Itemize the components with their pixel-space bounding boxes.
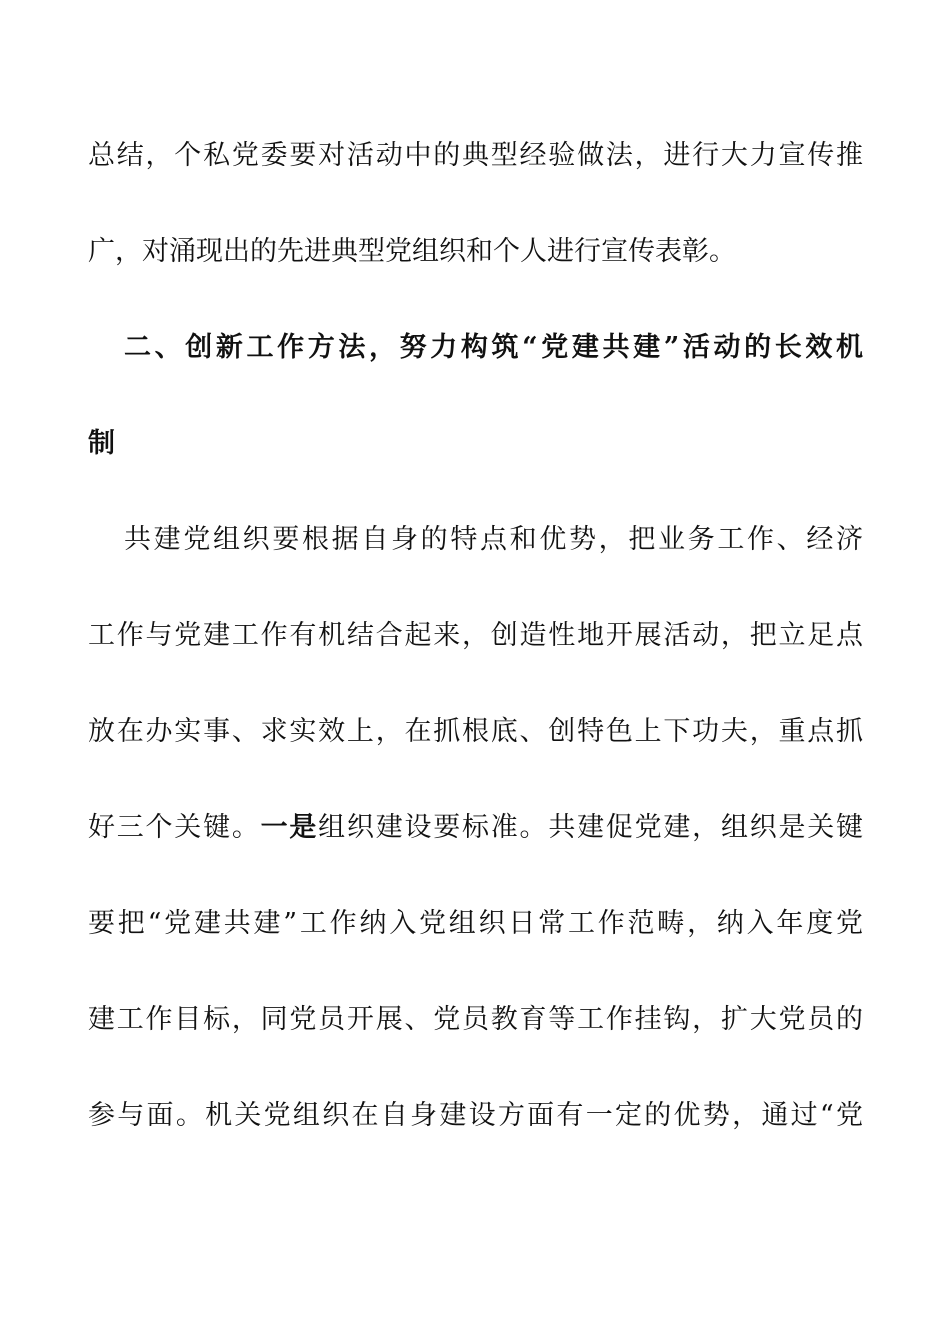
paragraph-2-line-4 xyxy=(88,810,863,846)
first-point-label: 一是 xyxy=(260,812,319,843)
paragraph-2-line-6: 建工作目标，同党员开展、党员教育等工作挂钩，扩大党员的 xyxy=(88,1004,863,1035)
paragraph-2-line-5: 要把“党建共建”工作纳入党组织日常工作范畴，纳入年度党 xyxy=(88,908,863,939)
paragraph-1-line-1: 总结，个私党委要对活动中的典型经验做法，进行大力宣传推 xyxy=(88,140,863,171)
paragraph-2-line-1: 共建党组织要根据自身的特点和优势，把业务工作、经济 xyxy=(124,524,863,555)
line-4-lead-text: 好三个关键。 xyxy=(88,812,261,843)
paragraph-2-line-3: 放在办实事、求实效上，在抓根底、创特色上下功夫，重点抓 xyxy=(88,716,863,747)
line-4-trailing-text: 组织建设要标准。共建促党建，组织是关键 xyxy=(318,812,864,843)
paragraph-2-line-2: 工作与党建工作有机结合起来，创造性地开展活动，把立足点 xyxy=(88,620,863,651)
section-heading-line-2: 制 xyxy=(88,428,115,459)
paragraph-1-line-2: 广，对涌现出的先进典型党组织和个人进行宣传表彰。 xyxy=(88,236,736,267)
paragraph-2-line-7: 参与面。机关党组织在自身建设方面有一定的优势，通过“党 xyxy=(88,1100,863,1131)
section-heading-line-1: 二、创新工作方法，努力构筑“党建共建”活动的长效机 xyxy=(124,332,863,363)
